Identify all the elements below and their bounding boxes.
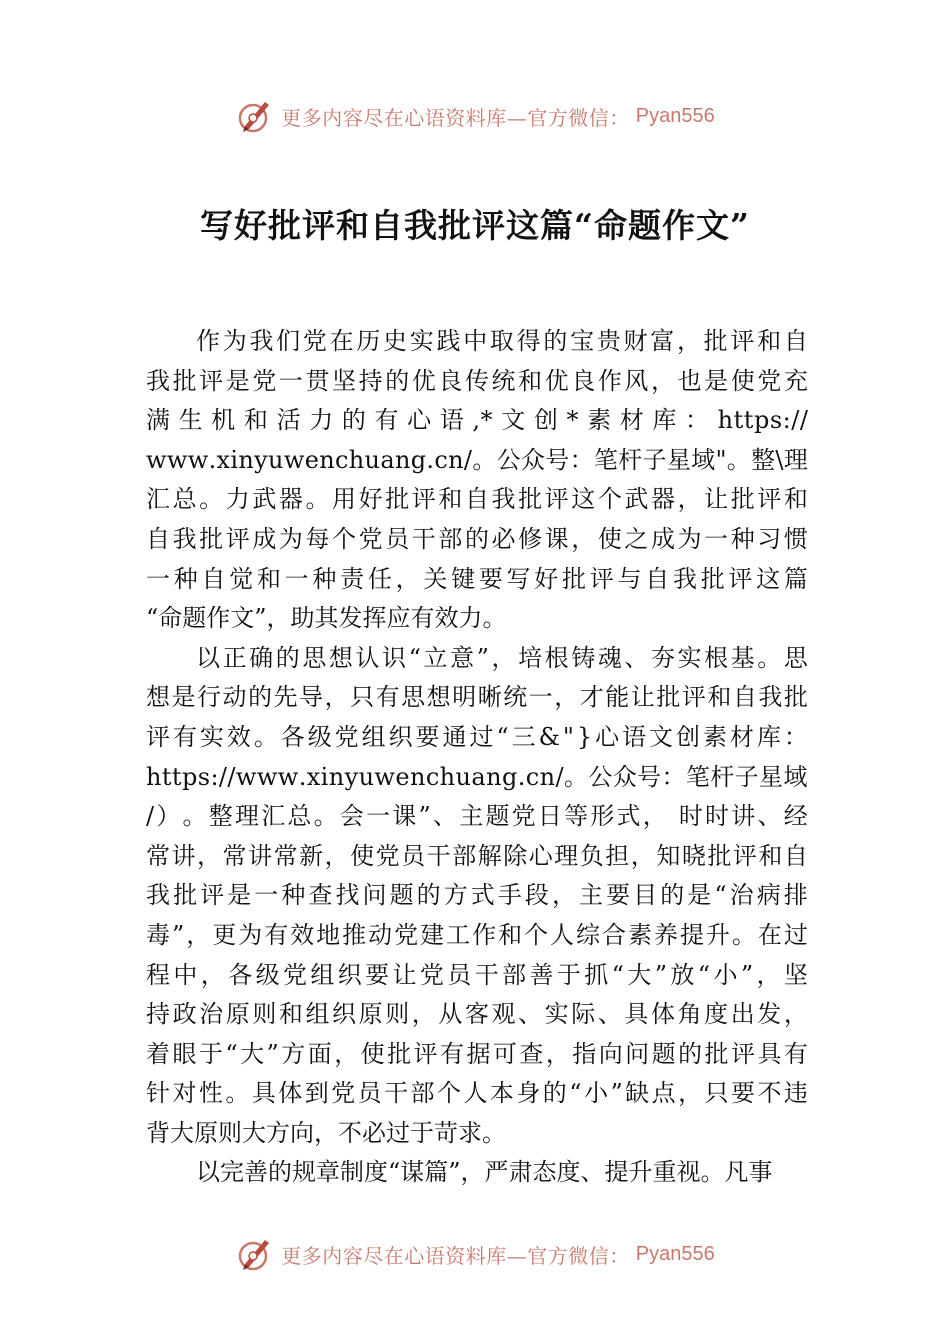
document-title: 写好批评和自我批评这篇“命题作文” (200, 206, 750, 245)
body-line: 持 政 治 原 则 和 组 织 原 则 ， 从 客 观 、 实 际 、 具 体 角 度 出 发 ， (146, 1000, 808, 1029)
body-line: 汇 总 。 力 武 器 。 用 好 批 评 和 自 我 批 评 这 个 武 器 ， 让 批 评 和 (146, 485, 808, 514)
banner-wechat-id: Pyan556 (635, 104, 715, 127)
body-line: 我 批 评 是 党 一 贯 坚 持 的 优 良 传 统 和 优 良 作 风 ， 也 是 使 党 充 (146, 366, 808, 395)
banner-wechat-id: Pyan556 (635, 1242, 715, 1265)
body-line: 毒 ” ， 更 为 有 效 地 推 动 党 建 工 作 和 个 人 综 合 素 养 提 升 。 在 过 (146, 920, 808, 949)
banner-text: 更多内容尽在心语资料库—官方微信： (281, 1243, 630, 1268)
body-line: 针 对 性 。 具 体 到 党 员 干 部 个 人 本 身 的 “ 小 ” 缺 点 ， 只 要 不 违 (146, 1079, 808, 1108)
body-line: 程 中 ， 各 级 党 组 织 要 让 党 员 干 部 善 于 抓 “ 大 ” 放 “ 小 ” ， 坚 (146, 960, 808, 989)
header-banner (0, 94, 950, 138)
body-line: 满 生 机 和 活 力 的 有 心 语 , * 文 创 * 素 材 库 ： h t t p s : / / (146, 406, 808, 435)
body-line: 评 有 实 效 。 各 级 党 组 织 要 通 过 “ 三 & " } 心 语 文 创 素 材 库 ： (146, 722, 808, 751)
body-line: 以 正 确 的 思 想 认 识 “ 立 意 ” ， 培 根 铸 魂 、 夯 实 根 基 。 思 (196, 643, 808, 672)
body-line: 常 讲 ， 常 讲 常 新 ， 使 党 员 干 部 解 除 心 理 负 担 ， 知 晓 批 评 和 自 (146, 841, 808, 870)
pen-logo-icon (235, 96, 275, 136)
banner-text: 更多内容尽在心语资料库—官方微信： (281, 105, 630, 130)
pen-logo-icon (235, 1234, 275, 1274)
body-line: 着 眼 于 “ 大 ” 方 面 ， 使 批 评 有 据 可 查 ， 指 向 问 题 的 批 评 具 有 (146, 1039, 808, 1068)
body-line: 自 我 批 评 成 为 每 个 党 员 干 部 的 必 修 课 ， 使 之 成 为 一 种 习 惯 (146, 524, 808, 553)
body-line: 作 为 我 们 党 在 历 史 实 践 中 取 得 的 宝 贵 财 富 ， 批 评 和 自 (196, 327, 808, 355)
body-line: 我 批 评 是 一 种 查 找 问 题 的 方 式 手 段 ， 主 要 目 的 是 “ 治 病 排 (146, 881, 808, 910)
document-body (146, 322, 808, 1193)
body-line: 背大原则大方向，不必过于苛求。 (146, 1118, 506, 1147)
body-line: 一 种 自 觉 和 一 种 责 任 ， 关 键 要 写 好 批 评 与 自 我 批 评 这 篇 (146, 564, 808, 593)
body-line: w w w . x i n y u w e n c h u a n g . c n / 。 公 众 号 ： 笔 杆 子 星 域 " 。 整 \ 理 (146, 445, 808, 474)
body-line: 以完善的规章制度“谋篇”，严肃态度、提升重视。凡事 (196, 1158, 773, 1187)
body-line: / ） 。 整 理 汇 总 。 会 一 课 ” 、 主 题 党 日 等 形 式 ， 时 时 讲 、 经 (146, 802, 808, 831)
body-line: “命题作文”，助其发挥应有效力。 (146, 604, 507, 633)
body-line: h t t p s : / / w w w . x i n y u w e n c h u a n g . c n / 。 公 众 号 ： 笔 杆 子 星 域 (146, 762, 808, 791)
body-line: 想 是 行 动 的 先 导 ， 只 有 思 想 明 晰 统 一 ， 才 能 让 批 评 和 自 我 批 (146, 683, 808, 712)
footer-banner (0, 1232, 950, 1276)
